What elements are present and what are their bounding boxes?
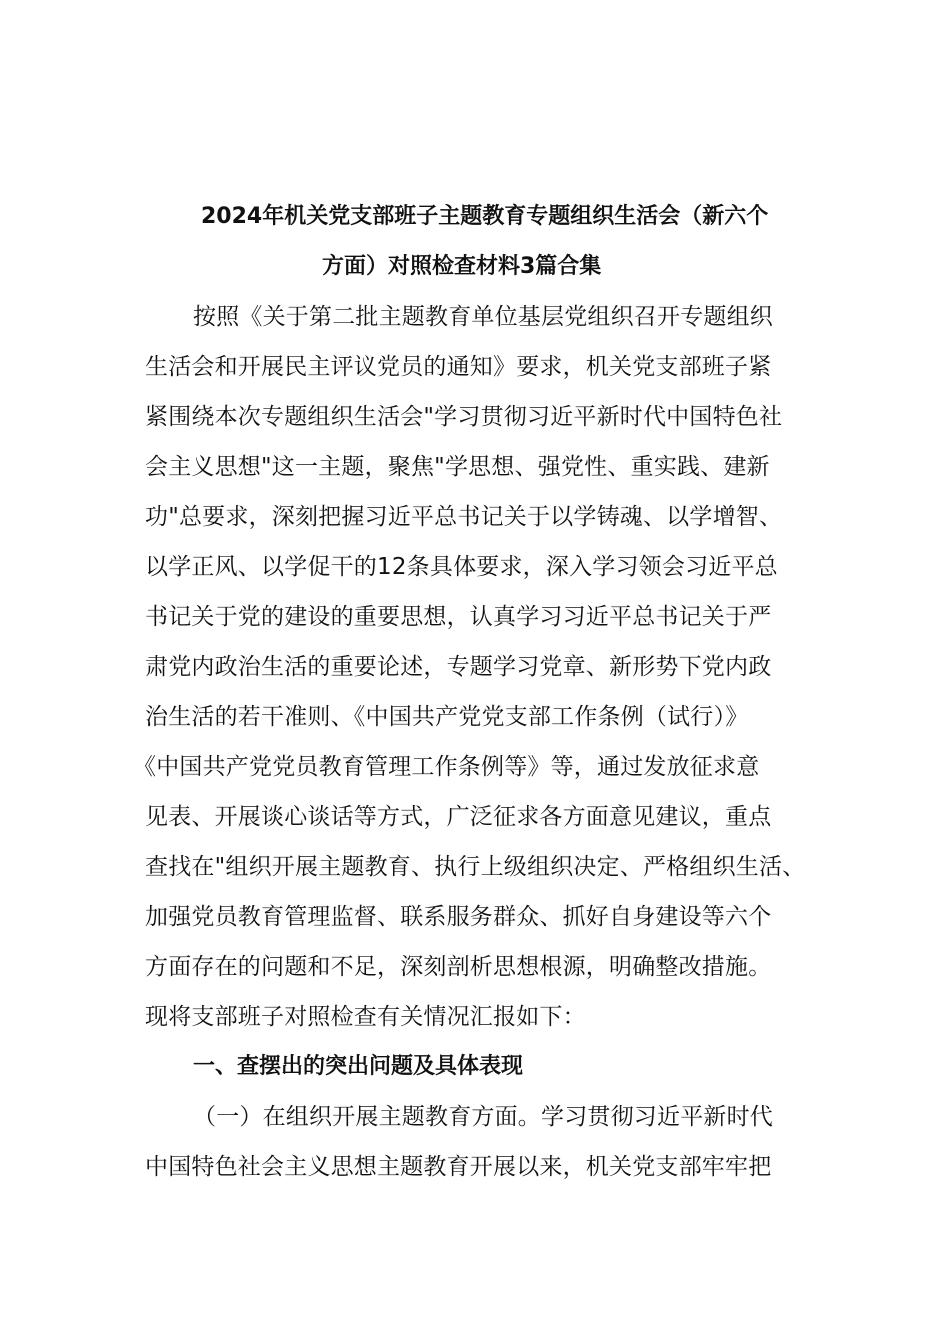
- intro-line-3: 紧围绕本次专题组织生活会"学习贯彻习近平新时代中国特色社: [145, 404, 783, 430]
- section-heading: 一、查摆出的突出问题及具体表现: [193, 1054, 524, 1079]
- document-title-line-1: 2024年机关党支部班子主题教育专题组织生活会（新六个: [201, 204, 769, 229]
- intro-line-5: 功"总要求，深刻把握习近平总书记关于以学铸魂、以学增智、: [145, 504, 783, 530]
- document-title-line-2: 方面）对照检查材料3篇合集: [322, 254, 602, 279]
- intro-line-12: 查找在"组织开展主题教育、执行上级组织决定、严格组织生活、: [145, 854, 806, 880]
- intro-line-4: 会主义思想"这一主题，聚焦"学思想、强党性、重实践、建新: [145, 454, 770, 480]
- intro-line-8: 肃党内政治生活的重要论述，专题学习党章、新形势下党内政: [145, 654, 772, 680]
- intro-line-13: 加强党员教育管理监督、联系服务群众、抓好自身建设等六个: [145, 904, 772, 930]
- intro-line-6: 以学正风、以学促干的12条具体要求，深入学习领会习近平总: [145, 554, 778, 580]
- section-line-2: 中国特色社会主义思想主题教育开展以来，机关党支部牢牢把: [145, 1154, 772, 1180]
- intro-line-11: 见表、开展谈心谈话等方式，广泛征求各方面意见建议，重点: [145, 804, 772, 830]
- intro-line-15: 现将支部班子对照检查有关情况汇报如下：: [145, 1004, 586, 1030]
- intro-line-9: 治生活的若干准则、《中国共产党党支部工作条例（试行）》: [145, 704, 749, 730]
- intro-line-7: 书记关于党的建设的重要思想，认真学习习近平总书记关于严: [145, 604, 772, 630]
- section-line-1: （一）在组织开展主题教育方面。学习贯彻习近平新时代: [193, 1104, 773, 1130]
- intro-line-14: 方面存在的问题和不足，深刻剖析思想根源，明确整改措施。: [145, 954, 772, 980]
- intro-line-2: 生活会和开展民主评议党员的通知》要求，机关党支部班子紧: [145, 354, 772, 380]
- intro-line-1: 按照《关于第二批主题教育单位基层党组织召开专题组织: [193, 304, 773, 330]
- intro-line-10: 《中国共产党党员教育管理工作条例等》等，通过发放征求意: [133, 754, 760, 780]
